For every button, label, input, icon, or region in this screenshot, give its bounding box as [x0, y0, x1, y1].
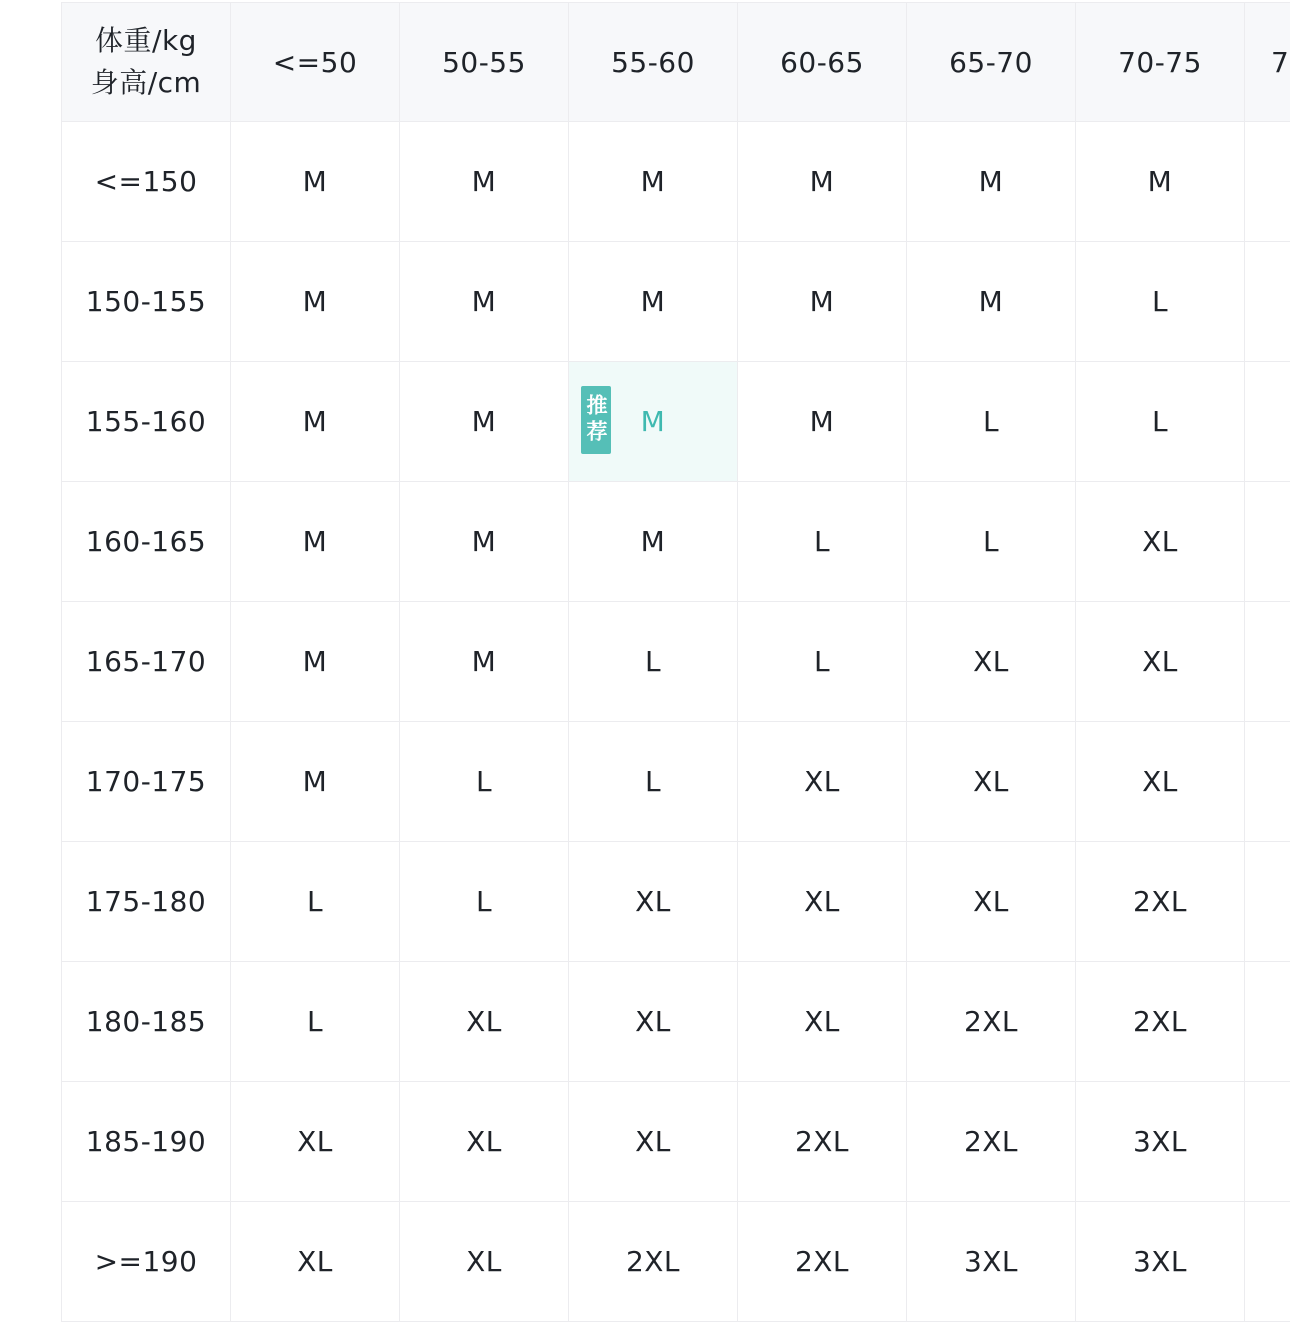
size-cell[interactable]: M	[400, 122, 569, 242]
size-cell[interactable]: 2XL	[738, 1082, 907, 1202]
size-cell[interactable]: XL	[907, 842, 1076, 962]
size-cell[interactable]: M	[569, 122, 738, 242]
weight-column-header: 65-70	[907, 3, 1076, 122]
size-cell[interactable]: XL	[738, 842, 907, 962]
height-row-header: 160-165	[62, 482, 231, 602]
size-cell[interactable]: M	[231, 722, 400, 842]
size-cell[interactable]: L	[400, 842, 569, 962]
size-cell-truncated	[1245, 1202, 1290, 1322]
height-row-header: 165-170	[62, 602, 231, 722]
size-cell-truncated	[1245, 482, 1290, 602]
height-row-header: 170-175	[62, 722, 231, 842]
size-cell[interactable]: XL	[400, 1082, 569, 1202]
size-cell[interactable]: M	[738, 122, 907, 242]
corner-header-cell	[62, 3, 231, 122]
size-cell[interactable]: XL	[231, 1082, 400, 1202]
size-cell[interactable]: L	[1076, 242, 1245, 362]
size-cell[interactable]: XL	[1076, 482, 1245, 602]
size-cell[interactable]: M	[231, 362, 400, 482]
weight-column-header: <=50	[231, 3, 400, 122]
recommended-size-cell[interactable]	[569, 362, 738, 482]
size-cell[interactable]: 2XL	[907, 1082, 1076, 1202]
height-row-header: 155-160	[62, 362, 231, 482]
size-cell[interactable]: 2XL	[738, 1202, 907, 1322]
size-cell[interactable]: 3XL	[1076, 1082, 1245, 1202]
size-cell[interactable]: 3XL	[1076, 1202, 1245, 1322]
size-cell-truncated	[1245, 842, 1290, 962]
size-cell[interactable]: L	[569, 722, 738, 842]
size-cell[interactable]: M	[231, 122, 400, 242]
size-cell-truncated	[1245, 242, 1290, 362]
size-cell[interactable]: L	[569, 602, 738, 722]
size-value: M	[640, 405, 666, 438]
size-cell[interactable]: XL	[569, 842, 738, 962]
weight-column-header: 70-75	[1076, 3, 1245, 122]
size-cell[interactable]: 3XL	[907, 1202, 1076, 1322]
size-cell[interactable]: L	[907, 362, 1076, 482]
size-cell[interactable]: L	[231, 842, 400, 962]
size-cell[interactable]: M	[231, 602, 400, 722]
height-row-header: 150-155	[62, 242, 231, 362]
size-cell[interactable]: XL	[231, 1202, 400, 1322]
weight-column-header: 55-60	[569, 3, 738, 122]
size-cell-truncated	[1245, 962, 1290, 1082]
size-cell[interactable]: XL	[569, 1082, 738, 1202]
size-cell[interactable]: M	[907, 242, 1076, 362]
size-cell[interactable]: M	[907, 122, 1076, 242]
size-cell[interactable]: XL	[1076, 722, 1245, 842]
size-cell[interactable]: XL	[738, 962, 907, 1082]
size-cell[interactable]: M	[231, 242, 400, 362]
height-row-header: <=150	[62, 122, 231, 242]
height-row-header: 175-180	[62, 842, 231, 962]
size-cell[interactable]: M	[1076, 122, 1245, 242]
size-cell[interactable]: XL	[907, 722, 1076, 842]
height-row-header: 185-190	[62, 1082, 231, 1202]
weight-column-header: 7	[1245, 3, 1290, 122]
height-row-header: 180-185	[62, 962, 231, 1082]
size-cell[interactable]: L	[738, 482, 907, 602]
size-cell-truncated	[1245, 362, 1290, 482]
size-cell[interactable]: M	[569, 482, 738, 602]
size-cell[interactable]: M	[569, 242, 738, 362]
size-cell[interactable]: L	[400, 722, 569, 842]
size-chart-table	[61, 2, 1290, 1322]
size-cell[interactable]: XL	[569, 962, 738, 1082]
size-cell[interactable]: 2XL	[569, 1202, 738, 1322]
weight-column-header: 50-55	[400, 3, 569, 122]
size-cell-truncated	[1245, 722, 1290, 842]
size-cell-truncated	[1245, 1082, 1290, 1202]
size-cell[interactable]: M	[231, 482, 400, 602]
size-cell[interactable]: 2XL	[907, 962, 1076, 1082]
size-cell[interactable]: XL	[907, 602, 1076, 722]
recommend-badge: 推荐	[581, 386, 611, 454]
size-cell[interactable]: XL	[1076, 602, 1245, 722]
weight-column-header: 60-65	[738, 3, 907, 122]
size-cell[interactable]: M	[400, 362, 569, 482]
size-cell[interactable]: M	[738, 242, 907, 362]
size-cell[interactable]: XL	[738, 722, 907, 842]
size-cell[interactable]: M	[400, 602, 569, 722]
size-cell[interactable]: L	[907, 482, 1076, 602]
size-cell-truncated	[1245, 122, 1290, 242]
size-cell[interactable]: L	[738, 602, 907, 722]
height-row-header: >=190	[62, 1202, 231, 1322]
weight-axis-label: 体重/kg	[95, 24, 197, 57]
size-cell[interactable]: XL	[400, 962, 569, 1082]
size-cell[interactable]: 2XL	[1076, 842, 1245, 962]
size-cell[interactable]: XL	[400, 1202, 569, 1322]
size-cell[interactable]: M	[738, 362, 907, 482]
left-gutter	[0, 0, 61, 1290]
size-cell[interactable]: 2XL	[1076, 962, 1245, 1082]
size-cell-truncated	[1245, 602, 1290, 722]
height-axis-label: 身高/cm	[90, 66, 202, 99]
size-cell[interactable]: M	[400, 242, 569, 362]
size-cell[interactable]: L	[231, 962, 400, 1082]
size-cell[interactable]: L	[1076, 362, 1245, 482]
size-cell[interactable]: M	[400, 482, 569, 602]
